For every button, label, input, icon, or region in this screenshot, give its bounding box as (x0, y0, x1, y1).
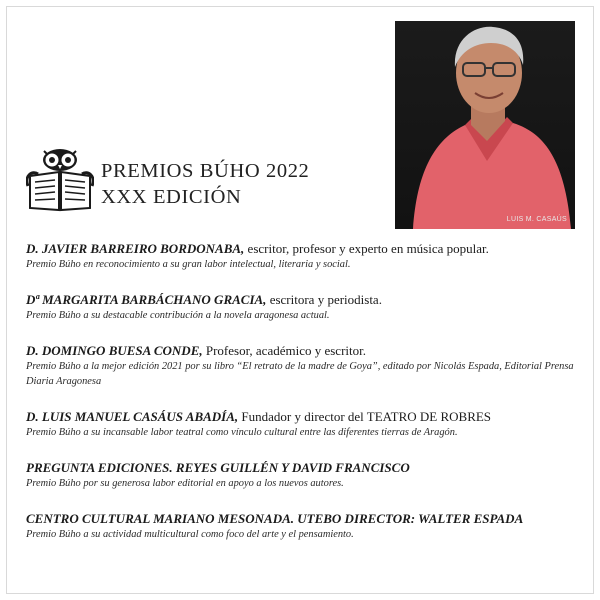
award-entry (26, 342, 586, 389)
photo-credit: LUIS M. CASAÚS (506, 216, 567, 223)
recipient-role: Fundador y director del TEATRO DE ROBRES (238, 409, 492, 424)
entry-heading (26, 240, 586, 257)
title-line-1: PREMIOS BÚHO 2022 (101, 160, 310, 182)
award-entry (26, 510, 586, 542)
recipient-role: Profesor, académico y escritor. (202, 343, 366, 358)
award-entry (26, 459, 586, 491)
recipient-role: escritora y periodista. (266, 292, 382, 307)
award-description: Premio Búho por su generosa labor editorial en apoyo a los nuevos autores. (26, 478, 344, 489)
award-entry (26, 408, 586, 440)
entry-heading (26, 291, 586, 308)
recipient-name: Dª MARGARITA BARBÁCHANO GRACIA, (26, 292, 267, 307)
award-description: Premio Búho a su actividad multicultural como foco del arte y el pensamiento. (26, 529, 354, 540)
recipient-name: D. DOMINGO BUESA CONDE, (26, 343, 203, 358)
portrait-illustration (395, 21, 575, 229)
title-line-2: XXX EDICIÓN (101, 186, 242, 208)
recipient-name: D. JAVIER BARREIRO BORDONABA, (26, 241, 245, 256)
award-description: Premio Búho a su destacable contribución a la novela aragonesa actual. (26, 310, 330, 321)
recipient-name: PREGUNTA EDICIONES. REYES GUILLÉN Y DAVID FRANCISCO (26, 460, 410, 475)
recipient-role: escritor, profesor y experto en música popular. (244, 241, 489, 256)
award-description: Premio Búho a la mejor edición 2021 por su libro “El retrato de la madre de Goya”, editado por Nicolás Espada, Editorial Prensa Diaria Aragonesa (26, 361, 574, 387)
recipient-name: D. LUIS MANUEL CASÁUS ABADÍA, (26, 409, 239, 424)
award-description: Premio Búho en reconocimiento a su gran labor intelectual, literaria y social. (26, 259, 351, 270)
entry-heading (26, 408, 586, 425)
entry-heading (26, 510, 586, 527)
owl-reading-book-icon (26, 146, 94, 212)
award-entry (26, 240, 586, 272)
page-title (101, 158, 309, 210)
award-entry (26, 291, 586, 323)
portrait-photo (395, 21, 575, 229)
recipient-name: CENTRO CULTURAL MARIANO MESONADA. UTEBO DIRECTOR: WALTER ESPADA (26, 511, 524, 526)
entry-heading (26, 342, 586, 359)
award-description: Premio Búho a su incansable labor teatral como vínculo cultural entre las diferentes tierras de Aragón. (26, 427, 458, 438)
entry-heading (26, 459, 586, 476)
award-list (26, 240, 586, 561)
